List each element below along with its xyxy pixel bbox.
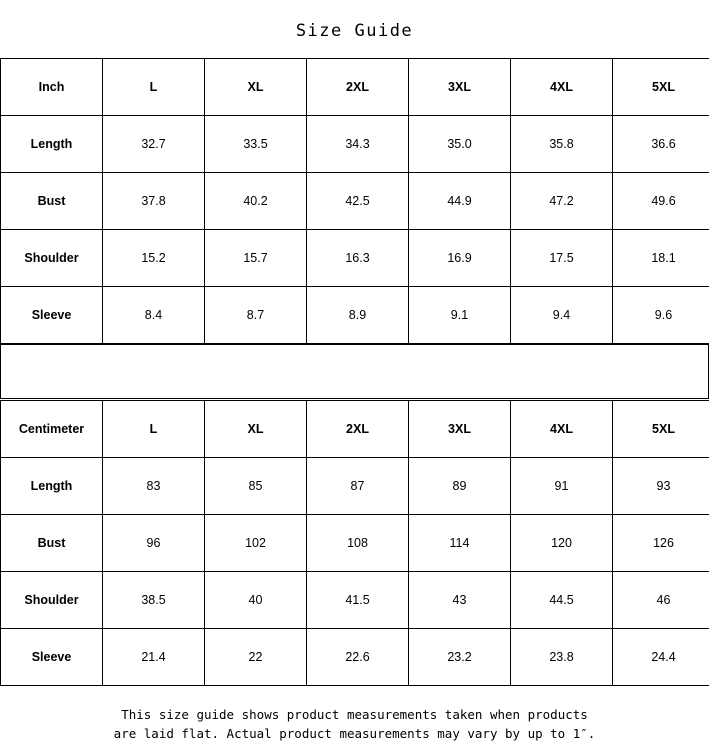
size-header-4xl: 4XL	[511, 401, 613, 458]
cell-length-2xl: 87	[307, 458, 409, 515]
unit-label-inch: Inch	[1, 59, 103, 116]
cell-bust-xl: 40.2	[205, 173, 307, 230]
cell-sleeve-l: 21.4	[103, 629, 205, 686]
row-label-length: Length	[1, 458, 103, 515]
cell-sleeve-5xl: 24.4	[613, 629, 709, 686]
cell-sleeve-3xl: 9.1	[409, 287, 511, 344]
cell-sleeve-5xl: 9.6	[613, 287, 709, 344]
cell-length-3xl: 35.0	[409, 116, 511, 173]
size-header-l: L	[103, 59, 205, 116]
cell-sleeve-xl: 22	[205, 629, 307, 686]
footer-note-line-2: are laid flat. Actual product measurements may vary by up to 1″.	[14, 724, 695, 743]
size-header-4xl: 4XL	[511, 59, 613, 116]
cell-bust-4xl: 120	[511, 515, 613, 572]
table-row	[1, 116, 709, 173]
inch-size-table	[0, 58, 709, 344]
cell-sleeve-2xl: 22.6	[307, 629, 409, 686]
unit-label-centimeter: Centimeter	[1, 401, 103, 458]
row-label-sleeve: Sleeve	[1, 287, 103, 344]
cell-bust-xl: 102	[205, 515, 307, 572]
cell-shoulder-4xl: 44.5	[511, 572, 613, 629]
cell-length-l: 83	[103, 458, 205, 515]
row-label-sleeve: Sleeve	[1, 629, 103, 686]
cell-length-l: 32.7	[103, 116, 205, 173]
cell-shoulder-2xl: 16.3	[307, 230, 409, 287]
page-title: Size Guide	[0, 0, 709, 58]
row-label-length: Length	[1, 116, 103, 173]
cell-shoulder-3xl: 16.9	[409, 230, 511, 287]
size-header-2xl: 2XL	[307, 59, 409, 116]
cell-bust-3xl: 114	[409, 515, 511, 572]
table-row	[1, 515, 709, 572]
cell-length-xl: 33.5	[205, 116, 307, 173]
cell-sleeve-2xl: 8.9	[307, 287, 409, 344]
cell-bust-2xl: 42.5	[307, 173, 409, 230]
table-header-row	[1, 59, 709, 116]
cell-sleeve-l: 8.4	[103, 287, 205, 344]
footer-note	[0, 686, 709, 743]
cell-sleeve-3xl: 23.2	[409, 629, 511, 686]
cell-sleeve-4xl: 9.4	[511, 287, 613, 344]
size-header-xl: XL	[205, 401, 307, 458]
row-label-shoulder: Shoulder	[1, 572, 103, 629]
size-header-5xl: 5XL	[613, 401, 709, 458]
cell-shoulder-l: 38.5	[103, 572, 205, 629]
cell-sleeve-xl: 8.7	[205, 287, 307, 344]
table-row	[1, 173, 709, 230]
cell-bust-4xl: 47.2	[511, 173, 613, 230]
table-row	[1, 572, 709, 629]
cell-bust-5xl: 126	[613, 515, 709, 572]
cell-bust-l: 37.8	[103, 173, 205, 230]
footer-note-line-1: This size guide shows product measurements taken when products	[14, 705, 695, 724]
cell-bust-3xl: 44.9	[409, 173, 511, 230]
cell-length-4xl: 91	[511, 458, 613, 515]
row-label-bust: Bust	[1, 515, 103, 572]
inch-table-wrapper	[0, 58, 709, 344]
cell-shoulder-l: 15.2	[103, 230, 205, 287]
cell-length-5xl: 36.6	[613, 116, 709, 173]
cell-bust-l: 96	[103, 515, 205, 572]
size-header-5xl: 5XL	[613, 59, 709, 116]
cell-shoulder-5xl: 46	[613, 572, 709, 629]
size-header-xl: XL	[205, 59, 307, 116]
size-header-2xl: 2XL	[307, 401, 409, 458]
centimeter-size-table	[0, 400, 709, 686]
size-header-3xl: 3XL	[409, 59, 511, 116]
row-label-shoulder: Shoulder	[1, 230, 103, 287]
cell-shoulder-xl: 15.7	[205, 230, 307, 287]
cell-length-5xl: 93	[613, 458, 709, 515]
cell-shoulder-xl: 40	[205, 572, 307, 629]
table-row	[1, 230, 709, 287]
size-header-3xl: 3XL	[409, 401, 511, 458]
cell-shoulder-5xl: 18.1	[613, 230, 709, 287]
cell-bust-5xl: 49.6	[613, 173, 709, 230]
cell-shoulder-4xl: 17.5	[511, 230, 613, 287]
table-row	[1, 458, 709, 515]
cell-length-3xl: 89	[409, 458, 511, 515]
cell-length-2xl: 34.3	[307, 116, 409, 173]
table-row	[1, 287, 709, 344]
cell-length-xl: 85	[205, 458, 307, 515]
cell-length-4xl: 35.8	[511, 116, 613, 173]
cell-sleeve-4xl: 23.8	[511, 629, 613, 686]
cell-shoulder-2xl: 41.5	[307, 572, 409, 629]
cell-shoulder-3xl: 43	[409, 572, 511, 629]
row-label-bust: Bust	[1, 173, 103, 230]
table-divider-blank-row	[0, 344, 709, 399]
cell-bust-2xl: 108	[307, 515, 409, 572]
size-header-l: L	[103, 401, 205, 458]
centimeter-table-wrapper	[0, 400, 709, 686]
table-header-row	[1, 401, 709, 458]
table-row	[1, 629, 709, 686]
